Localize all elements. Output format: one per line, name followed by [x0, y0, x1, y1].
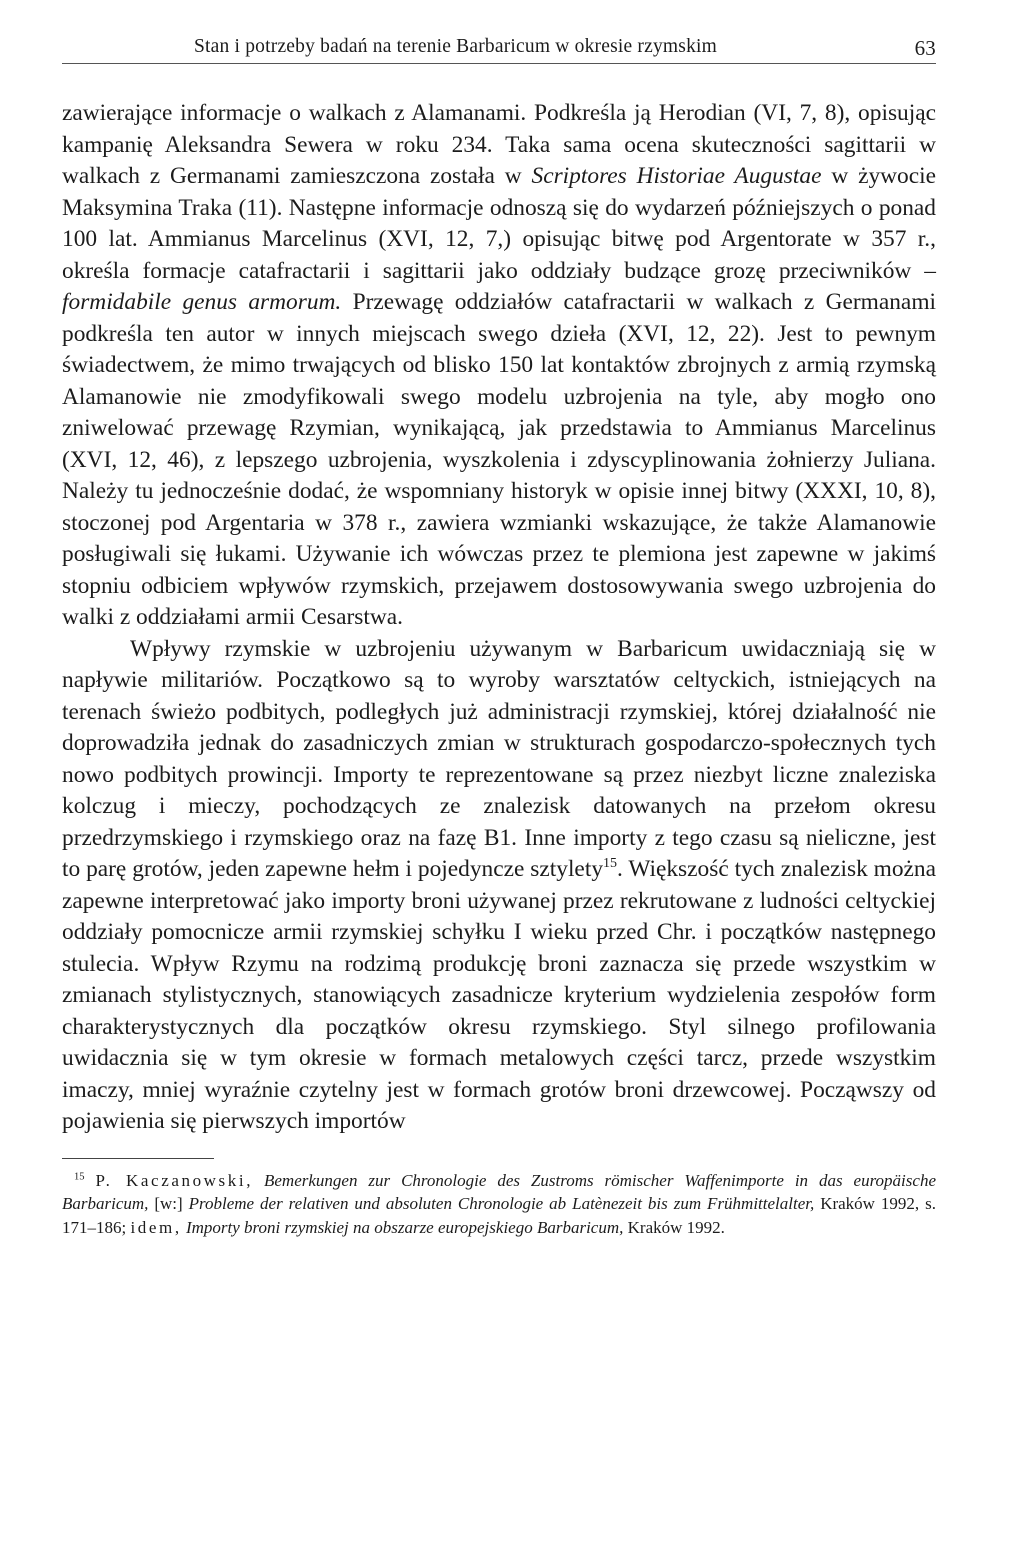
footnote-idem: idem,: [130, 1217, 182, 1237]
footnote-rule: [62, 1158, 214, 1159]
footnote-title-1: Bemerkungen zur Chronologie des Zustroms römischer Waffenimporte in das europäische Barbaricum,: [62, 1170, 936, 1213]
footnote-author: P. Kaczanowski,: [95, 1170, 254, 1190]
footnote-reference-15[interactable]: 15: [603, 855, 618, 872]
paragraph-1-text-a: zawierające informacje o walkach z Alamanami. Podkreśla ją Herodian (VI, 7, 8), opisując kampanię Aleksandra Sewera w roku 234. Taka sama ocena skuteczności sagittarii w walkach z Germanami zamieszczona została w: [62, 100, 936, 189]
footnote-title-2: Probleme der relativen und absoluten Chronologie ab Latènezeit bis zum Frühmittelalter,: [188, 1194, 815, 1213]
running-title: Stan i potrzeby badań na terenie Barbaricum w okresie rzymskim: [194, 36, 718, 57]
paragraph-1-text-c: Przewagę oddziałów catafractarii w walkach z Germanami podkreśla ten autor w innych miejscach swego dzieła (XVI, 12, 22). Jest to pewnym świadectwem, że mimo trwających od blisko 150 lat kontaktów zbrojnych z armią rzymską Alamanowie nie zmodyfikowali swego modelu uzbrojenia na tyle, aby mogło ono zniwelować przewagę Rzymian, wynikającą, jak przedstawia to Ammianus Marcelinus (XVI, 12, 46), z lepszego uzbrojenia, wyszkolenia i zdyscyplinowania żołnierzy Juliana. Należy tu jednocześnie dodać, że wspomniany historyk w opisie innej bitwy (XXXI, 10, 8), stoczonej pod Argentaria w 378 r., zawiera wzmianki wskazujące, że także Alamanowie posługiwali się łukami. Używanie ich wówczas przez te plemiona jest zapewne w jakimś stopniu odbiciem wpływów rzymskich, przejawem dostosowywania swego uzbrojenia do walki z oddziałami armii Cesarstwa.: [62, 289, 937, 630]
footnote-mark: 15: [74, 1170, 85, 1182]
body-text: [62, 98, 936, 1138]
paragraph-1-italic-b: formidabile genus armorum.: [62, 289, 342, 315]
paragraph-1-italic-a: Scriptores Historiae Augustae: [531, 163, 822, 189]
footnote-15: [62, 1169, 936, 1240]
footnotes: [62, 1169, 936, 1240]
footnote-publication-1: Kraków 1992, s. 171–186;: [62, 1194, 936, 1237]
page-number: 63: [914, 36, 936, 60]
footnote-in: [w:]: [148, 1194, 189, 1213]
paragraph-2-text-a: Wpływy rzymskie w uzbrojeniu używanym w Barbaricum uwidaczniają się w napływie militariów. Początkowo są to wyroby warsztatów celtyckich, istniejących na terenach świeżo podbitych, podległych już administracji rzymskiej, której działalność nie doprowadziła jednak do zasadniczych zmian w strukturach gospodarczo-społecznych tych nowo podbitych prowincji. Importy te reprezentowane są przez niezbyt liczne znaleziska kolczug i mieczy, pochodzących ze znalezisk datowanych na przełom okresu przedrzymskiego i rzymskiego oraz na fazę B1. Inne importy z tego czasu są nieliczne, jest to parę grotów, jeden zapewne hełm i pojedyncze sztylety: [62, 635, 936, 882]
page: [62, 32, 936, 1239]
header-rule: [62, 63, 936, 64]
footnote-title-3: Importy broni rzymskiej na obszarze europejskiego Barbaricum,: [185, 1217, 624, 1237]
paragraph-2: [62, 634, 936, 1138]
paragraph-2-text-b: . Większość tych znalezisk można zapewne interpretować jako importy broni używanej przez rekrutowane z ludności celtyckiej oddziały pomocnicze armii rzymskiej schyłku I wieku przed Chr. i początków następnego stulecia. Wpływ Rzymu na rodzimą produkcję broni zaznacza się przede wszystkim w zmianach stylistycznych, stanowiących zasadnicze kryterium wydzielenia zespołów form charakterystycznych dla początków okresu rzymskiego. Styl silnego profilowania uwidacznia się w tym okresie w formach metalowych części tarcz, przede wszystkim imaczy, mniej wyraźnie czytelny jest w formach grotów broni drzewcowej. Począwszy od pojawienia się pierwszych importów: [62, 856, 936, 1134]
paragraph-1-text-b: w żywocie Maksymina Traka (11). Następne informacje odnoszą się do wydarzeń późniejszych o ponad 100 lat. Ammianus Marcelinus (XVI, 12, 7,) opisując bitwę pod Argentorate w 357 r., określa formacje catafractarii i sagittarii jako oddziały budzące grozę przeciwników –: [62, 163, 936, 284]
footnote-publication-2: Kraków 1992.: [623, 1217, 725, 1237]
running-head: [62, 32, 936, 64]
paragraph-1: [62, 98, 936, 634]
